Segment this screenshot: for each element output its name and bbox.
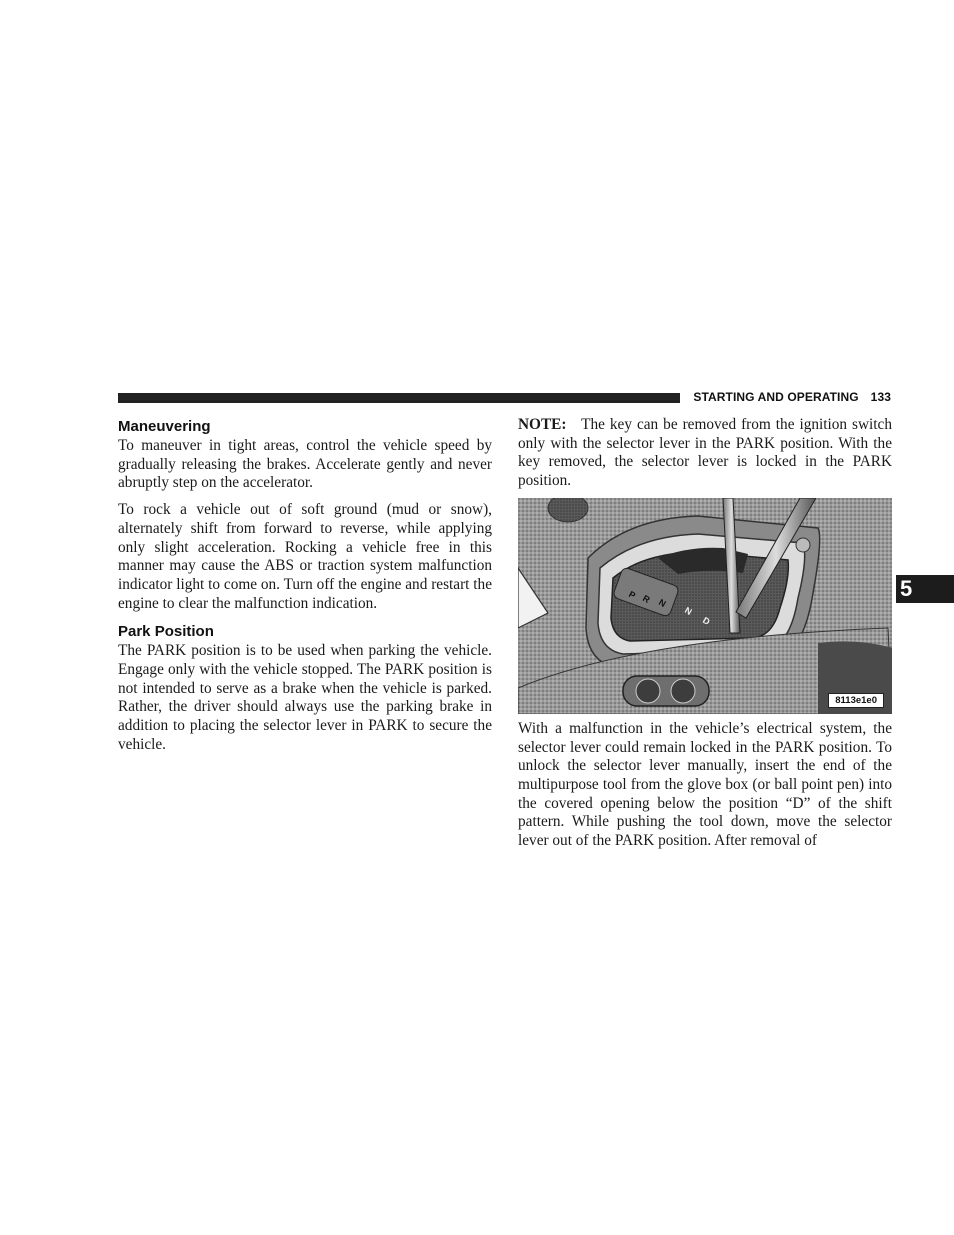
maneuvering-paragraph-2: To rock a vehicle out of soft ground (mud or snow), alternately shift from forward to reverse, while applying only slight acceleration. Rocking a vehicle free in this manner may cause the ABS or traction system malfunction indicator light to come on. Turn off the engine and restart the engine to clear the malfunction indication. — [118, 501, 492, 612]
page-number: 133 — [870, 390, 891, 404]
header-rule — [118, 393, 680, 403]
gear-selector-drawing — [518, 498, 892, 714]
figure-code: 8113e1e0 — [828, 693, 884, 708]
note-paragraph — [518, 416, 892, 491]
running-header — [693, 390, 891, 404]
svg-text:P: P — [627, 588, 638, 601]
svg-text:D: D — [701, 614, 712, 627]
maneuvering-paragraph-1: To maneuver in tight areas, control the vehicle speed by gradually releasing the brakes. Accelerate gently and never abruptly step on the accelerator. — [118, 437, 492, 492]
section-title: STARTING AND OPERATING — [693, 390, 859, 404]
left-column — [118, 416, 492, 755]
note-label: NOTE: — [518, 416, 567, 433]
svg-text:N: N — [657, 596, 668, 609]
right-column — [518, 416, 892, 851]
park-position-paragraph: The PARK position is to be used when parking the vehicle. Engage only with the vehicle stopped. The PARK position is not intended to serve as a brake when the vehicle is parked. Rather, the driver should always use the parking brake in addition to placing the selector lever in PARK to secure the vehicle. — [118, 642, 492, 753]
note-text: The key can be removed from the ignition switch only with the selector lever in the PARK position. With the key removed, the selector lever is locked in the PARK position. — [518, 416, 892, 490]
maneuvering-heading: Maneuvering — [118, 418, 211, 435]
malfunction-paragraph: With a malfunction in the vehicle’s electrical system, the selector lever could remain locked in the PARK position. To unlock the selector lever manually, insert the end of the multipurpose tool from the glove box (or ball point pen) into the covered opening below the position “D” of the shift pattern. While pushing the tool down, move the selector lever out of the PARK position. After removal of — [518, 719, 892, 850]
svg-text:N: N — [683, 604, 694, 617]
park-position-heading: Park Position — [118, 623, 214, 641]
shifter-illustration — [518, 498, 892, 714]
chapter-tab: 5 — [896, 575, 954, 603]
svg-text:R: R — [641, 592, 652, 605]
